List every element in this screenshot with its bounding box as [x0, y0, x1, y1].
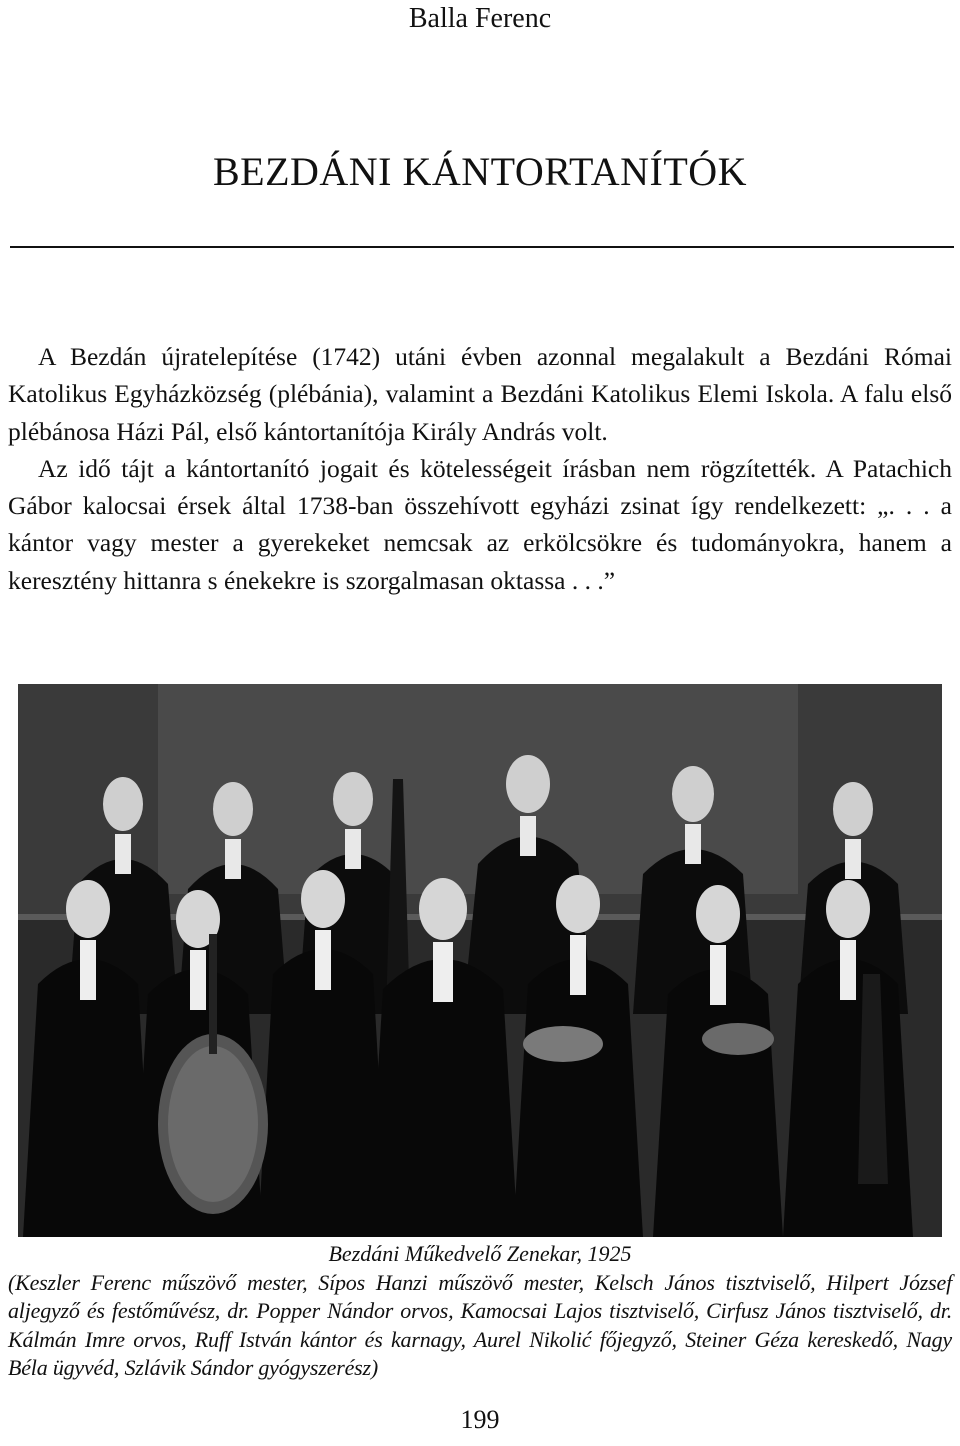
photo-caption [8, 1240, 952, 1383]
page-number: 199 [460, 1405, 500, 1434]
caption-title: Bezdáni Műkedvelő Zenekar, 1925 [328, 1241, 632, 1266]
orchestra-photo-illustration [18, 684, 942, 1237]
body-text [8, 338, 952, 599]
chapter-title: BEZDÁNI KÁNTORTANÍTÓK [212, 149, 748, 194]
author-name: Balla Ferenc [408, 3, 552, 34]
title-divider [10, 246, 954, 248]
orchestra-photo [18, 684, 942, 1237]
paragraph: Az idő tájt a kántortanító jogait és kötelességeit írásban nem rögzítették. A Patachich Gábor kalocsai érsek által 1738-ban összehívott egyházi zsinat így rendelkezett: „. . . a kántor vagy mester a gyerekeket nemcsak az erkölcsökre és tudományokra, hanem a keresztény hittanra s énekekre is szorgalmasan oktassa . . .” [8, 453, 952, 595]
caption-body: (Keszler Ferenc műszövő mester, Sípos Hanzi műszövő mester, Kelsch János tisztviselő, Hilpert József aljegyző és festőművész, dr. Popper Nándor orvos, Kamocsai Lajos tisztviselő, Cirfusz János tisztviselő, dr. Kálmán Imre orvos, Ruff István kántor és karnagy, Aurel Nikolić főjegyző, Steiner Géza kereskedő, Nagy Béla ügyvéd, Szlávik Sándor gyógyszerész) [8, 1269, 952, 1380]
paragraph: A Bezdán újratelepítése (1742) utáni évben azonnal megalakult a Bezdáni Római Katolikus Egyházközség (plébánia), valamint a Bezdáni Katolikus Elemi Iskola. A falu első plébánosa Házi Pál, első kántortanítója Király András volt. [8, 342, 952, 446]
